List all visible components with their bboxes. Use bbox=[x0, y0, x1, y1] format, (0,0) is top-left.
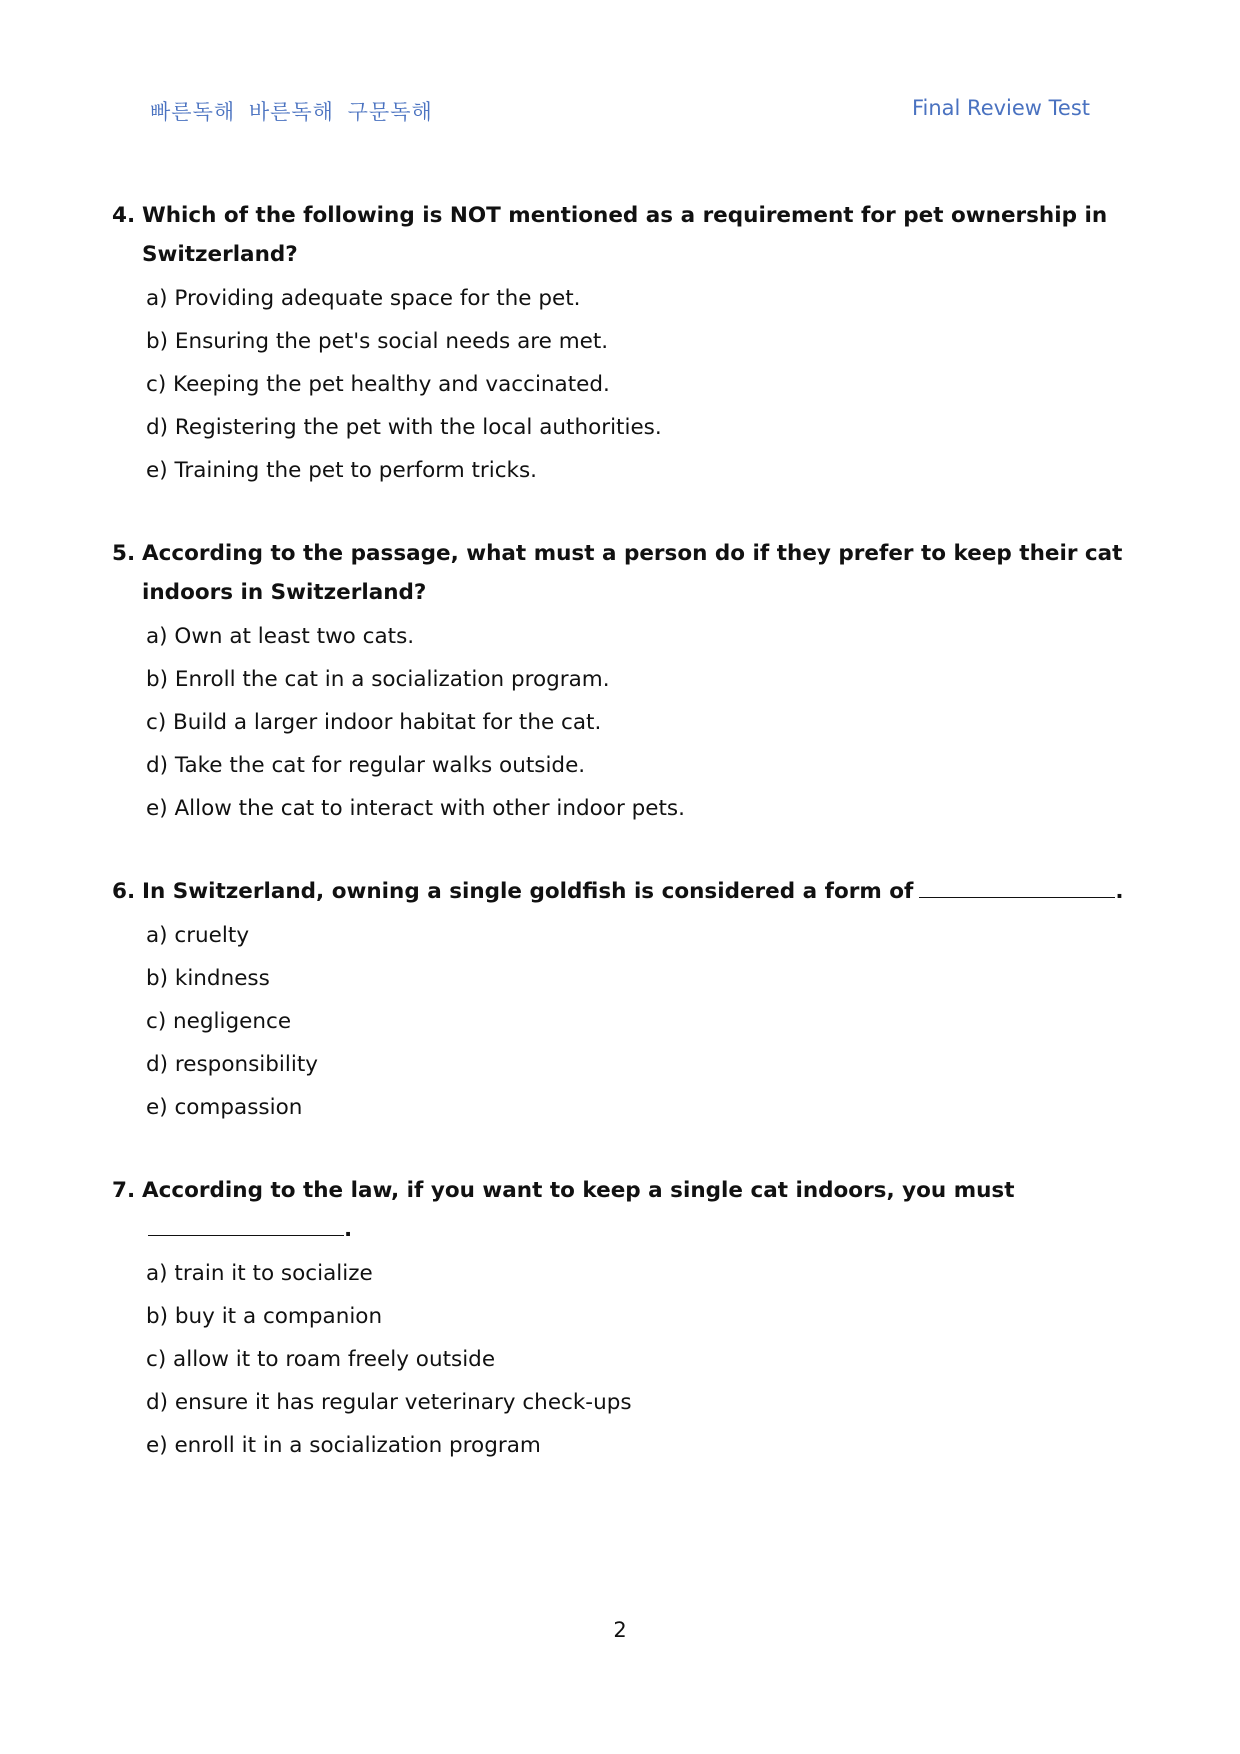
option-c: c) Build a larger indoor habitat for the cat. bbox=[146, 710, 602, 735]
question-text: According to the law, if you want to keep a single cat indoors, you must bbox=[142, 1178, 1015, 1203]
question-number: 4. bbox=[112, 203, 136, 228]
header-test-title: Final Review Test bbox=[911, 96, 1090, 120]
question-7 bbox=[112, 1171, 1137, 1467]
question-5 bbox=[112, 534, 1137, 830]
question-number: 6. bbox=[112, 879, 136, 904]
option-e: e) Training the pet to perform tricks. bbox=[146, 458, 538, 483]
question-list bbox=[112, 196, 1137, 1509]
option-b: b) Ensuring the pet's social needs are met. bbox=[146, 329, 609, 354]
question-7-prompt bbox=[112, 1171, 1137, 1249]
question-number: 7. bbox=[112, 1178, 136, 1203]
option-a: a) cruelty bbox=[146, 923, 250, 948]
question-text: Which of the following is NOT mentioned as a requirement for pet ownership in Switzerland? bbox=[142, 203, 1108, 267]
question-text: In Switzerland, owning a single goldfish is considered a form of bbox=[142, 879, 914, 904]
question-7-options bbox=[112, 1252, 1137, 1467]
answer-blank bbox=[148, 1217, 344, 1236]
question-6-prompt bbox=[112, 872, 1137, 911]
option-c: c) negligence bbox=[146, 1009, 292, 1034]
page-header bbox=[0, 96, 1240, 126]
option-b: b) Enroll the cat in a socialization program. bbox=[146, 667, 610, 692]
question-6-options bbox=[112, 914, 1137, 1129]
question-5-options bbox=[112, 615, 1137, 830]
question-5-prompt bbox=[112, 534, 1137, 612]
question-4-options bbox=[112, 277, 1137, 492]
answer-blank bbox=[919, 879, 1115, 898]
question-end-punctuation: . bbox=[344, 1217, 353, 1242]
option-d: d) responsibility bbox=[146, 1052, 318, 1077]
page-number: 2 bbox=[613, 1618, 627, 1642]
option-e: e) compassion bbox=[146, 1095, 303, 1120]
option-e: e) Allow the cat to interact with other indoor pets. bbox=[146, 796, 685, 821]
option-c: c) Keeping the pet healthy and vaccinated. bbox=[146, 372, 610, 397]
option-b: b) buy it a companion bbox=[146, 1304, 383, 1329]
question-text: According to the passage, what must a person do if they prefer to keep their cat indoors in Switzerland? bbox=[142, 541, 1123, 605]
question-6 bbox=[112, 872, 1137, 1129]
option-b: b) kindness bbox=[146, 966, 270, 991]
option-a: a) Own at least two cats. bbox=[146, 624, 415, 649]
question-4-prompt bbox=[112, 196, 1137, 274]
question-end-punctuation: . bbox=[1115, 879, 1124, 904]
question-4 bbox=[112, 196, 1137, 492]
question-number: 5. bbox=[112, 541, 136, 566]
header-series-title: 빠른독해 바른독해 구문독해 bbox=[150, 100, 433, 124]
option-a: a) train it to socialize bbox=[146, 1261, 373, 1286]
option-d: d) ensure it has regular veterinary check-ups bbox=[146, 1390, 632, 1415]
option-d: d) Registering the pet with the local authorities. bbox=[146, 415, 662, 440]
option-c: c) allow it to roam freely outside bbox=[146, 1347, 496, 1372]
option-d: d) Take the cat for regular walks outside. bbox=[146, 753, 586, 778]
option-e: e) enroll it in a socialization program bbox=[146, 1433, 541, 1458]
option-a: a) Providing adequate space for the pet. bbox=[146, 286, 581, 311]
